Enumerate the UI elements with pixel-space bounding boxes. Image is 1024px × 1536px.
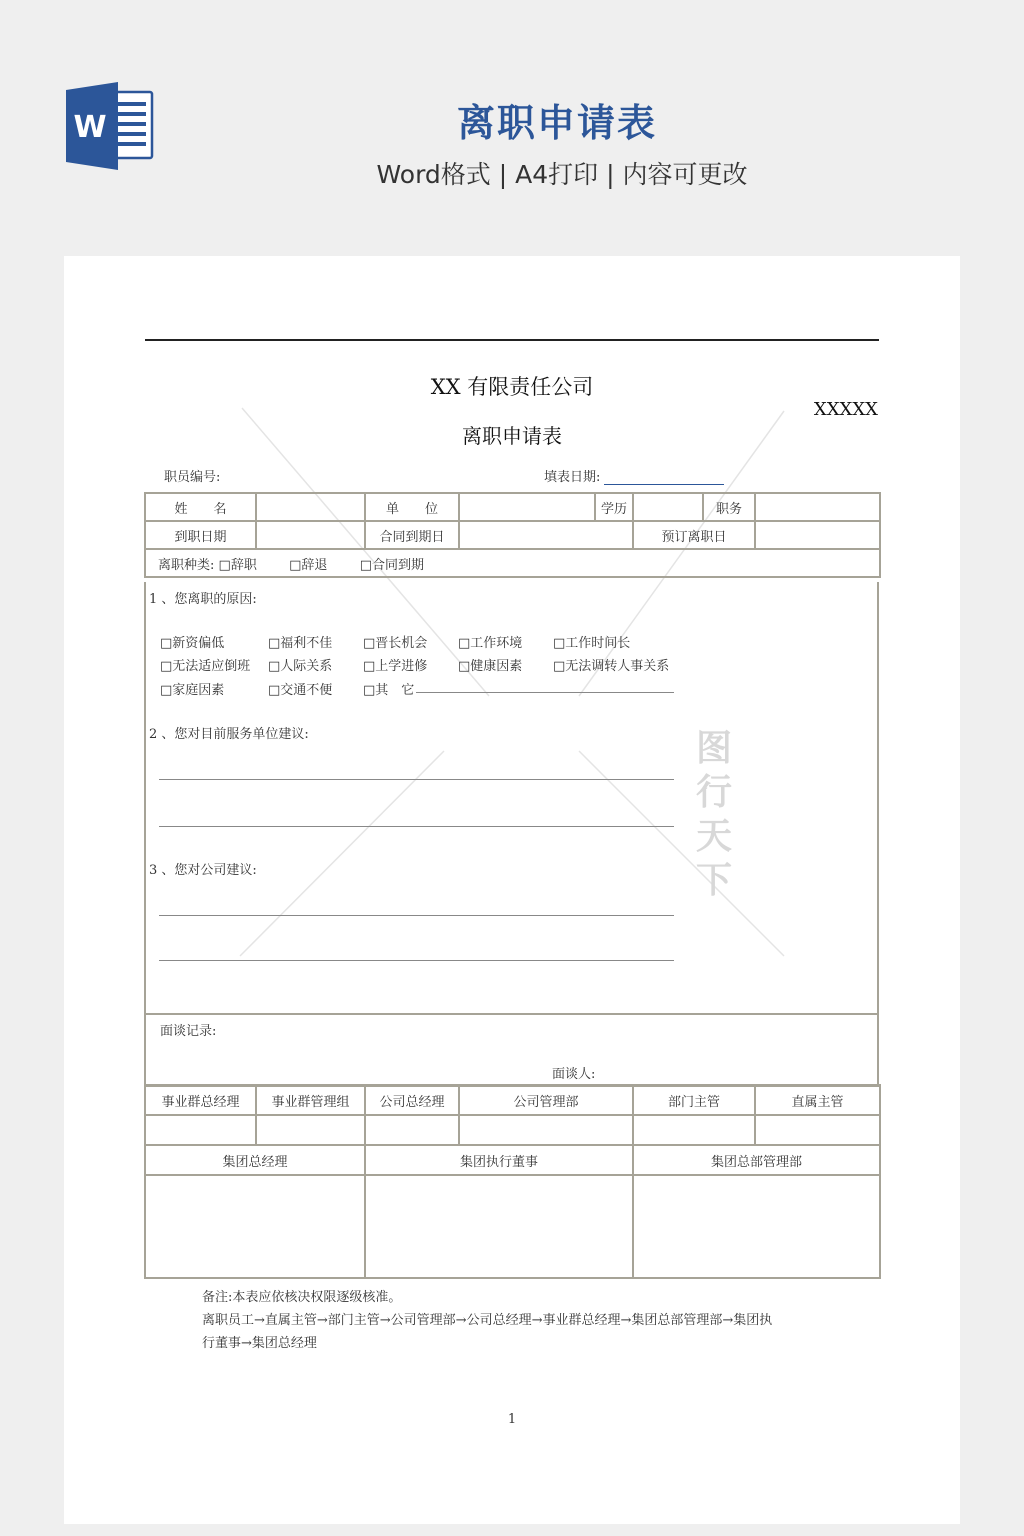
signature-cell[interactable] <box>633 1115 755 1145</box>
q3-label: 3 、您对公司建议: <box>149 863 257 878</box>
approval-table <box>144 1084 881 1279</box>
signature-cell[interactable] <box>755 1115 880 1145</box>
planned-leave-label: 预订离职日 <box>633 521 755 549</box>
reason-checkbox[interactable]: □晋长机会 <box>363 636 428 651</box>
reason-checkbox[interactable]: □其 它 <box>363 683 415 698</box>
start-date-input[interactable] <box>256 521 365 549</box>
interview-record-section[interactable] <box>144 1013 879 1087</box>
watermark-text: 图行天下 <box>696 727 733 901</box>
resign-type-label: 离职种类: <box>158 557 215 573</box>
form-title: 离职申请表 <box>462 424 562 448</box>
education-label: 学历 <box>595 493 633 521</box>
reason-checkbox[interactable]: □健康因素 <box>458 659 523 674</box>
approver-header: 集团总部管理部 <box>633 1145 880 1175</box>
name-label: 姓 名 <box>145 493 256 521</box>
table-row <box>145 1145 880 1175</box>
unit-input[interactable] <box>459 493 595 521</box>
page-number: 1 <box>507 1412 517 1427</box>
resign-checkbox[interactable]: □辞职 <box>218 557 257 573</box>
interviewer-label: 面谈人: <box>552 1067 596 1082</box>
note-line: 离职员工→直属主管→部门主管→公司管理部→公司总经理→事业群总经理→集团总部管理部→集团执 <box>202 1313 773 1328</box>
employee-id-label: 职员编号: <box>164 470 221 485</box>
signature-cell[interactable] <box>365 1115 459 1145</box>
reason-checkbox[interactable]: □无法适应倒班 <box>160 659 251 674</box>
approver-header: 集团执行董事 <box>365 1145 633 1175</box>
note-line: 备注:本表应依核决权限逐级核准。 <box>202 1290 402 1305</box>
resign-type-row <box>145 549 880 577</box>
q3-answer-line[interactable] <box>159 915 674 916</box>
other-reason-input-line[interactable] <box>416 692 674 693</box>
reason-checkbox[interactable]: □家庭因素 <box>160 683 225 698</box>
signature-cell[interactable] <box>365 1175 633 1278</box>
interview-record-label: 面谈记录: <box>160 1024 217 1039</box>
approver-header: 公司管理部 <box>459 1085 633 1115</box>
approver-header: 事业群管理组 <box>256 1085 365 1115</box>
note-line: 行董事→集团总经理 <box>202 1336 317 1351</box>
approver-header: 直属主管 <box>755 1085 880 1115</box>
approver-header: 部门主管 <box>633 1085 755 1115</box>
table-row <box>145 1115 880 1145</box>
banner-subtitle: Word格式 | A4打印 | 内容可更改 <box>376 160 748 189</box>
reason-checkbox[interactable]: □福利不佳 <box>268 636 333 651</box>
fill-date-input-line[interactable] <box>604 470 724 485</box>
contract-expire-checkbox[interactable]: □合同到期 <box>359 557 424 573</box>
table-row <box>145 493 880 521</box>
approver-header: 公司总经理 <box>365 1085 459 1115</box>
q2-answer-line[interactable] <box>159 826 674 827</box>
contract-end-label: 合同到期日 <box>365 521 459 549</box>
document-page <box>64 256 960 1524</box>
signature-cell[interactable] <box>459 1115 633 1145</box>
reason-checkbox[interactable]: □上学进修 <box>363 659 428 674</box>
signature-cell[interactable] <box>145 1175 365 1278</box>
q2-label: 2 、您对目前服务单位建议: <box>149 727 309 742</box>
signature-cell[interactable] <box>145 1115 256 1145</box>
reason-checkbox[interactable]: □工作时间长 <box>553 636 631 651</box>
dismiss-checkbox[interactable]: □辞退 <box>289 557 328 573</box>
company-name: XX 有限责任公司 <box>430 375 594 399</box>
svg-text:W: W <box>73 110 107 145</box>
reason-checkbox[interactable]: □人际关系 <box>268 659 333 674</box>
approver-header: 事业群总经理 <box>145 1085 256 1115</box>
education-input[interactable] <box>633 493 703 521</box>
document-code: XXXXX <box>813 399 878 420</box>
banner-title: 离职申请表 <box>456 101 657 145</box>
table-row <box>145 521 880 549</box>
questions-section <box>144 582 879 1015</box>
q3-answer-line[interactable] <box>159 960 674 961</box>
contract-end-input[interactable] <box>459 521 633 549</box>
position-input[interactable] <box>755 493 880 521</box>
planned-leave-input[interactable] <box>755 521 880 549</box>
fill-date-label: 填表日期: <box>544 470 601 485</box>
signature-cell[interactable] <box>633 1175 880 1278</box>
name-input[interactable] <box>256 493 365 521</box>
fill-date-field[interactable] <box>544 466 724 485</box>
table-row <box>145 549 880 577</box>
reason-checkbox[interactable]: □交通不便 <box>268 683 333 698</box>
approver-header: 集团总经理 <box>145 1145 365 1175</box>
position-label: 职务 <box>703 493 755 521</box>
q1-label: 1 、您离职的原因: <box>149 592 257 607</box>
reason-checkbox[interactable]: □新资偏低 <box>160 636 225 651</box>
table-row <box>145 1175 880 1278</box>
table-row <box>145 1085 880 1115</box>
reason-checkbox[interactable]: □工作环境 <box>458 636 523 651</box>
start-date-label: 到职日期 <box>145 521 256 549</box>
q2-answer-line[interactable] <box>159 779 674 780</box>
reason-checkbox[interactable]: □无法调转人事关系 <box>553 659 670 674</box>
employee-info-table <box>144 492 881 578</box>
signature-cell[interactable] <box>256 1115 365 1145</box>
header-rule <box>145 339 879 341</box>
unit-label: 单 位 <box>365 493 459 521</box>
